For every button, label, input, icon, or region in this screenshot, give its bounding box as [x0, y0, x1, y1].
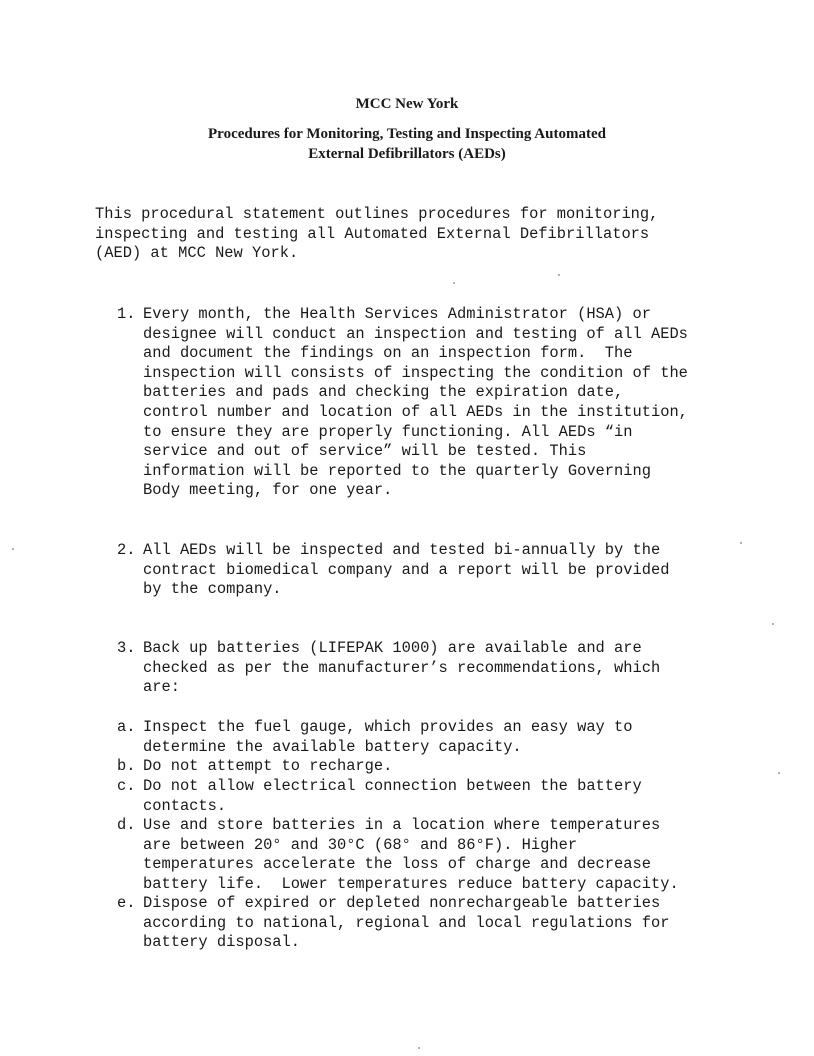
item-line: determine the available battery capacity.	[143, 737, 522, 756]
intro-paragraph	[95, 205, 795, 264]
item-marker: 2.	[117, 541, 136, 559]
item-line: according to national, regional and local regulations for	[143, 913, 670, 932]
scan-speck	[418, 1047, 420, 1049]
item-line: Do not allow electrical connection between the battery	[143, 777, 642, 795]
item-line: inspection will consists of inspecting the condition of the	[143, 363, 688, 382]
item-text	[143, 305, 803, 501]
scan-speck	[772, 623, 774, 625]
scan-speck	[778, 772, 780, 774]
item-marker: 3.	[117, 639, 136, 657]
subtitle-line: Procedures for Monitoring, Testing and Inspecting Automated	[208, 126, 606, 142]
item-line: battery disposal.	[143, 933, 301, 952]
item-text	[143, 718, 803, 757]
intro-line: (AED) at MCC New York.	[95, 244, 299, 263]
scan-speck	[558, 274, 560, 276]
scan-speck	[453, 282, 455, 284]
item-marker: 1.	[117, 305, 136, 323]
item-line: contract biomedical company and a report will be provided	[143, 560, 670, 579]
item-line: control number and location of all AEDs in the institution,	[143, 402, 688, 421]
item-line: information will be reported to the quarterly Governing	[143, 461, 651, 480]
item-text	[143, 541, 803, 600]
item-line: Every month, the Health Services Administrator (HSA) or	[143, 305, 651, 323]
scan-speck	[12, 548, 14, 550]
item-text	[143, 777, 803, 816]
intro-line: inspecting and testing all Automated External Defibrillators	[95, 224, 650, 243]
item-line: by the company.	[143, 580, 282, 599]
item-line: Inspect the fuel gauge, which provides an easy way to	[143, 718, 633, 736]
item-marker: b.	[117, 757, 136, 775]
scan-speck	[740, 542, 742, 544]
item-line: service and out of service” will be tested. This	[143, 442, 587, 461]
item-text	[143, 816, 803, 894]
item-line: checked as per the manufacturer’s recommendations, which	[143, 658, 661, 677]
item-text	[143, 757, 803, 777]
item-line: to ensure they are properly functioning. All AEDs “in	[143, 422, 633, 441]
item-line: battery life. Lower temperatures reduce battery capacity.	[143, 874, 679, 893]
item-marker: a.	[117, 718, 136, 736]
item-line: contacts.	[143, 796, 227, 815]
item-line: and document the findings on an inspection form. The	[143, 344, 633, 363]
item-line: Use and store batteries in a location where temperatures	[143, 816, 661, 834]
item-marker: c.	[117, 777, 136, 795]
item-line: batteries and pads and checking the expiration date,	[143, 383, 624, 402]
item-line: All AEDs will be inspected and tested bi-annually by the	[143, 541, 661, 559]
item-line: are:	[143, 678, 180, 697]
item-line: Back up batteries (LIFEPAK 1000) are available and are	[143, 639, 642, 657]
item-line: Do not attempt to recharge.	[143, 757, 393, 775]
item-text	[143, 639, 803, 698]
item-line: Dispose of expired or depleted nonrechargeable batteries	[143, 894, 661, 912]
item-line: temperatures accelerate the loss of charge and decrease	[143, 855, 651, 874]
item-line: Body meeting, for one year.	[143, 481, 393, 500]
item-line: designee will conduct an inspection and testing of all AEDs	[143, 324, 688, 343]
intro-line: This procedural statement outlines procedures for monitoring,	[95, 205, 659, 223]
item-line: are between 20° and 30°C (68° and 86°F). Higher	[143, 835, 578, 854]
item-text	[143, 894, 803, 953]
item-marker: d.	[117, 816, 136, 834]
document-title: MCC New York	[355, 96, 459, 112]
item-marker: e.	[117, 894, 136, 912]
document-subtitle	[0, 124, 814, 164]
subtitle-line: External Defibrillators (AEDs)	[308, 146, 506, 162]
